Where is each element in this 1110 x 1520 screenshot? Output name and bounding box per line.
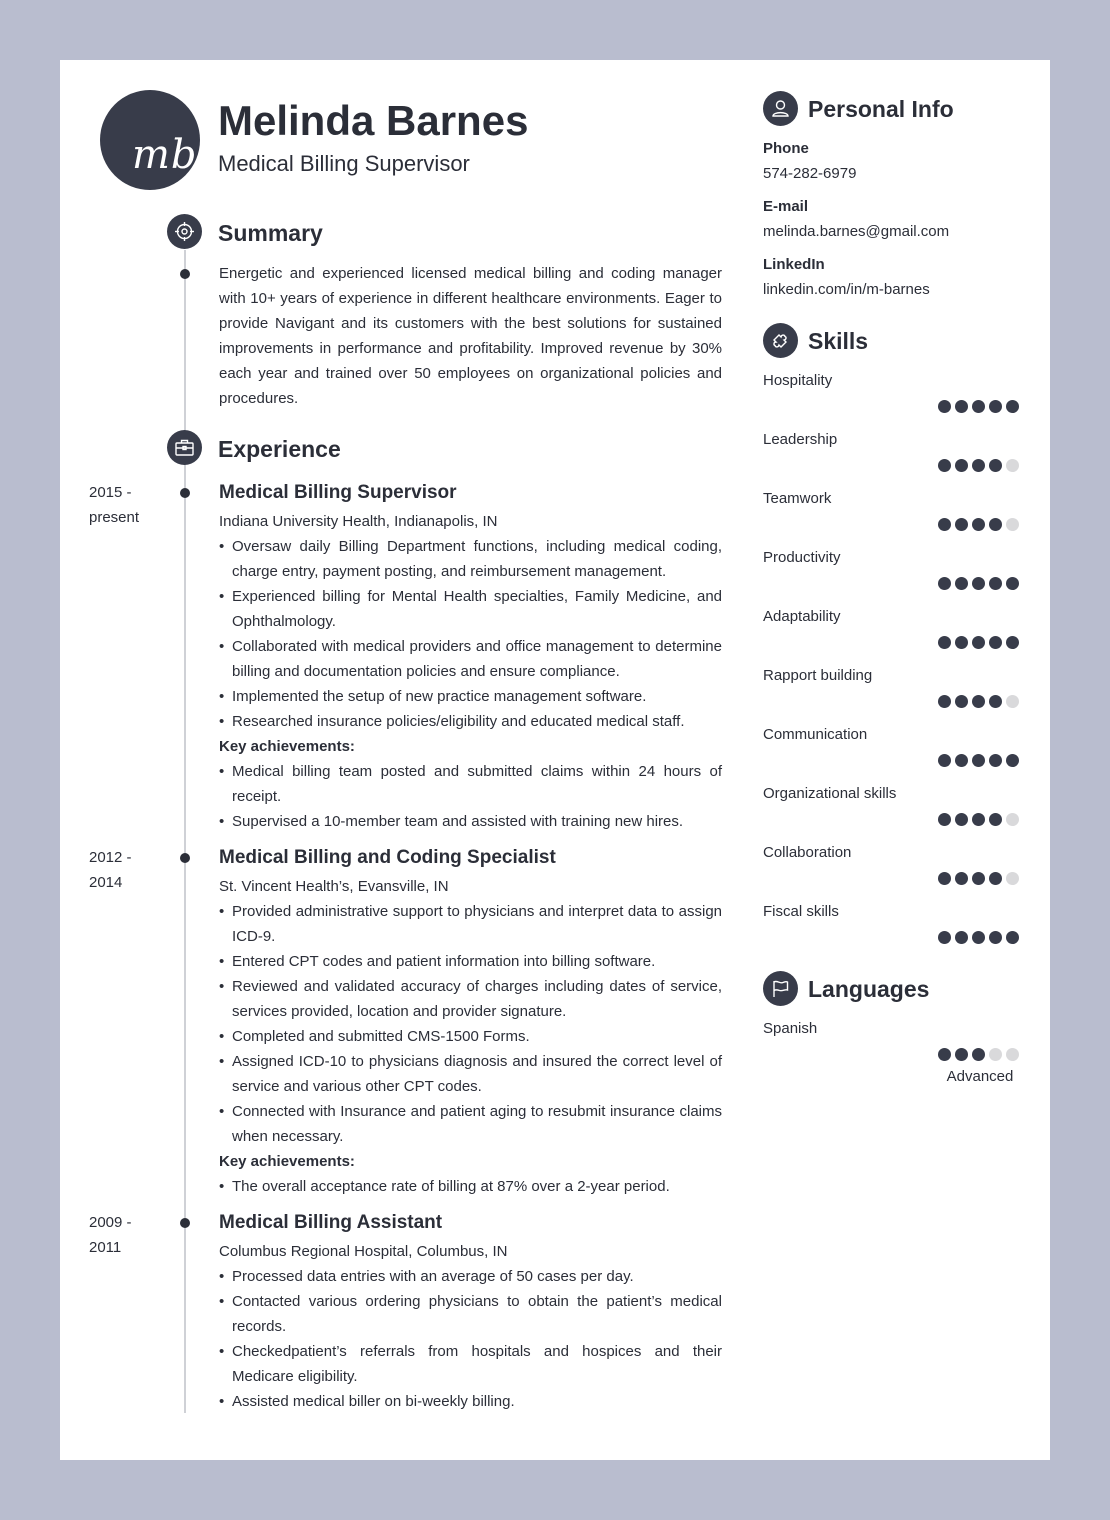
languages-heading: Languages xyxy=(808,976,930,1002)
job-bullet: • Entered CPT codes and patient information into billing software. xyxy=(219,949,722,974)
rating-dot-empty xyxy=(1006,695,1019,708)
skill-name: Productivity xyxy=(763,549,841,566)
job-bullets xyxy=(219,534,722,734)
job-bullets xyxy=(219,1264,722,1414)
job-date-start: 2015 - xyxy=(89,484,132,501)
job-bullet: • Provided administrative support to physicians and interpret data to assign ICD-9. xyxy=(219,899,722,949)
job-bullet: • Oversaw daily Billing Department functions, including medical coding, charge entry, payment posting, and reimbursement management. xyxy=(219,534,722,584)
language-name: Spanish xyxy=(763,1020,818,1037)
rating-dot-filled xyxy=(938,931,951,944)
timeline-dot xyxy=(180,1218,190,1228)
rating-dot-empty xyxy=(1006,518,1019,531)
candidate-name: Melinda Barnes xyxy=(218,97,529,144)
rating-dot-filled xyxy=(989,872,1002,885)
job-bullet: • Reviewed and validated accuracy of charges including dates of service, services provided, location and provider signature. xyxy=(219,974,722,1024)
flag-icon xyxy=(763,971,798,1006)
rating-dot-empty xyxy=(1006,459,1019,472)
skill-name: Organizational skills xyxy=(763,785,897,802)
user-icon xyxy=(763,91,798,126)
rating-dot-filled xyxy=(989,577,1002,590)
rating-dot-filled xyxy=(972,695,985,708)
rating-dot-filled xyxy=(938,754,951,767)
rating-dot-filled xyxy=(938,518,951,531)
rating-dot-filled xyxy=(989,813,1002,826)
job-date-start: 2009 - xyxy=(89,1214,132,1231)
candidate-title: Medical Billing Supervisor xyxy=(218,151,470,176)
job-date-end: 2011 xyxy=(89,1239,122,1256)
rating-dot-filled xyxy=(989,400,1002,413)
rating-dot-filled xyxy=(955,400,968,413)
language-level: Advanced xyxy=(946,1068,1014,1085)
job-company: Indiana University Health, Indianapolis, IN xyxy=(219,513,498,530)
job-bullet: • Processed data entries with an average of 50 cases per day. xyxy=(219,1264,722,1289)
skill-name: Adaptability xyxy=(763,608,841,625)
job-bullet: • Contacted various ordering physicians to obtain the patient’s medical records. xyxy=(219,1289,722,1339)
achievement-bullet: • The overall acceptance rate of billing at 87% over a 2-year period. xyxy=(219,1174,722,1199)
rating-dot-filled xyxy=(989,459,1002,472)
achievement-bullets xyxy=(219,1174,722,1199)
rating-dot-empty xyxy=(1006,1048,1019,1061)
achievement-bullet: • Supervised a 10-member team and assisted with training new hires. xyxy=(219,809,722,834)
monogram-text: mb xyxy=(132,132,198,178)
job-entry xyxy=(219,481,722,834)
skill-name: Teamwork xyxy=(763,490,832,507)
monogram-avatar xyxy=(100,90,200,190)
rating-dot-filled xyxy=(955,577,968,590)
phone-label: Phone xyxy=(763,140,809,157)
language-rating xyxy=(938,1048,1022,1062)
rating-dot-filled xyxy=(955,518,968,531)
job-title: Medical Billing and Coding Specialist xyxy=(219,847,556,868)
rating-dot-empty xyxy=(989,1048,1002,1061)
achievement-bullets xyxy=(219,759,722,834)
rating-dot-filled xyxy=(972,636,985,649)
job-bullet: • Implemented the setup of new practice management software. xyxy=(219,684,722,709)
rating-dot-filled xyxy=(989,695,1002,708)
phone-value: 574-282-6979 xyxy=(763,165,857,182)
skill-rating xyxy=(938,459,1022,473)
skill-rating xyxy=(938,577,1022,591)
rating-dot-filled xyxy=(972,400,985,413)
rating-dot-filled xyxy=(972,518,985,531)
rating-dot-filled xyxy=(938,636,951,649)
rating-dot-filled xyxy=(989,518,1002,531)
skill-rating xyxy=(938,636,1022,650)
skill-rating xyxy=(938,695,1022,709)
job-bullet: • Connected with Insurance and patient aging to resubmit insurance claims when necessary. xyxy=(219,1099,722,1149)
rating-dot-filled xyxy=(938,872,951,885)
job-date-start: 2012 - xyxy=(89,849,132,866)
summary-heading: Summary xyxy=(218,220,323,246)
skill-name: Rapport building xyxy=(763,667,873,684)
rating-dot-filled xyxy=(938,459,951,472)
key-achievements-label: Key achievements: xyxy=(219,1153,355,1170)
rating-dot-filled xyxy=(955,459,968,472)
skill-name: Leadership xyxy=(763,431,838,448)
resume-page xyxy=(60,60,1050,1460)
job-date-end: 2014 xyxy=(89,874,123,891)
timeline-line xyxy=(184,250,186,1413)
puzzle-icon xyxy=(763,323,798,358)
job-bullet: • Experienced billing for Mental Health specialties, Family Medicine, and Ophthalmology. xyxy=(219,584,722,634)
job-date-end: present xyxy=(89,509,140,526)
rating-dot-filled xyxy=(972,1048,985,1061)
job-date xyxy=(89,1210,169,1260)
personal-info-heading: Personal Info xyxy=(808,96,954,122)
skills-heading: Skills xyxy=(808,328,869,354)
skill-name: Communication xyxy=(763,726,868,743)
skill-rating xyxy=(938,813,1022,827)
job-entry xyxy=(219,846,722,1199)
rating-dot-filled xyxy=(955,636,968,649)
timeline-dot xyxy=(180,269,190,279)
rating-dot-filled xyxy=(955,872,968,885)
linkedin-label: LinkedIn xyxy=(763,256,825,273)
rating-dot-filled xyxy=(955,931,968,944)
skill-name: Fiscal skills xyxy=(763,903,839,920)
timeline-dot xyxy=(180,488,190,498)
rating-dot-filled xyxy=(1006,577,1019,590)
job-title: Medical Billing Assistant xyxy=(219,1212,443,1233)
rating-dot-filled xyxy=(938,400,951,413)
skill-rating xyxy=(938,931,1022,945)
job-date xyxy=(89,480,169,530)
email-label: E-mail xyxy=(763,198,809,215)
rating-dot-filled xyxy=(972,813,985,826)
job-bullet: • Assisted medical biller on bi-weekly billing. xyxy=(219,1389,722,1414)
job-bullet: • Collaborated with medical providers and office management to determine billing and documentation policies and ensure compliance. xyxy=(219,634,722,684)
experience-heading: Experience xyxy=(218,436,341,462)
rating-dot-filled xyxy=(1006,931,1019,944)
job-company: Columbus Regional Hospital, Columbus, IN xyxy=(219,1243,508,1260)
skill-rating xyxy=(938,400,1022,414)
summary-text: Energetic and experienced licensed medical billing and coding manager with 10+ years of experience in different healthcare environments. Eager to provide Navigant and its customers with the best solutions for sustained improvements in performance and profitability. Improved revenue by 30% each year and trained over 50 employees on organizational policies and procedures. xyxy=(219,265,722,407)
job-company: St. Vincent Health’s, Evansville, IN xyxy=(219,878,449,895)
rating-dot-filled xyxy=(989,754,1002,767)
rating-dot-filled xyxy=(972,459,985,472)
rating-dot-filled xyxy=(972,931,985,944)
rating-dot-filled xyxy=(972,577,985,590)
rating-dot-filled xyxy=(955,1048,968,1061)
rating-dot-filled xyxy=(972,872,985,885)
rating-dot-filled xyxy=(955,754,968,767)
rating-dot-filled xyxy=(955,695,968,708)
job-date xyxy=(89,845,169,895)
rating-dot-filled xyxy=(938,695,951,708)
rating-dot-filled xyxy=(955,813,968,826)
skill-name: Collaboration xyxy=(763,844,852,861)
rating-dot-filled xyxy=(972,754,985,767)
job-bullet: • Completed and submitted CMS-1500 Forms. xyxy=(219,1024,722,1049)
rating-dot-filled xyxy=(938,1048,951,1061)
job-entry xyxy=(219,1211,722,1414)
skill-rating xyxy=(938,872,1022,886)
rating-dot-empty xyxy=(1006,872,1019,885)
skill-rating xyxy=(938,754,1022,768)
key-achievements-label: Key achievements: xyxy=(219,738,355,755)
target-icon xyxy=(167,214,202,249)
briefcase-icon xyxy=(167,430,202,465)
achievement-bullet: • Medical billing team posted and submitted claims within 24 hours of receipt. xyxy=(219,759,722,809)
email-value: melinda.barnes@gmail.com xyxy=(763,223,950,240)
job-bullet: • Assigned ICD-10 to physicians diagnosis and insured the correct level of service and various other CPT codes. xyxy=(219,1049,722,1099)
rating-dot-filled xyxy=(989,636,1002,649)
rating-dot-filled xyxy=(938,813,951,826)
rating-dot-filled xyxy=(938,577,951,590)
rating-dot-filled xyxy=(989,931,1002,944)
skill-rating xyxy=(938,518,1022,532)
rating-dot-filled xyxy=(1006,636,1019,649)
job-bullet: • Researched insurance policies/eligibility and educated medical staff. xyxy=(219,709,722,734)
job-bullet: • Checkedpatient’s referrals from hospitals and hospices and their Medicare eligibility. xyxy=(219,1339,722,1389)
job-bullets xyxy=(219,899,722,1149)
job-title: Medical Billing Supervisor xyxy=(219,482,457,503)
rating-dot-filled xyxy=(1006,400,1019,413)
timeline-dot xyxy=(180,853,190,863)
rating-dot-filled xyxy=(1006,754,1019,767)
linkedin-value: linkedin.com/in/m-barnes xyxy=(763,281,930,298)
rating-dot-empty xyxy=(1006,813,1019,826)
skill-name: Hospitality xyxy=(763,372,833,389)
